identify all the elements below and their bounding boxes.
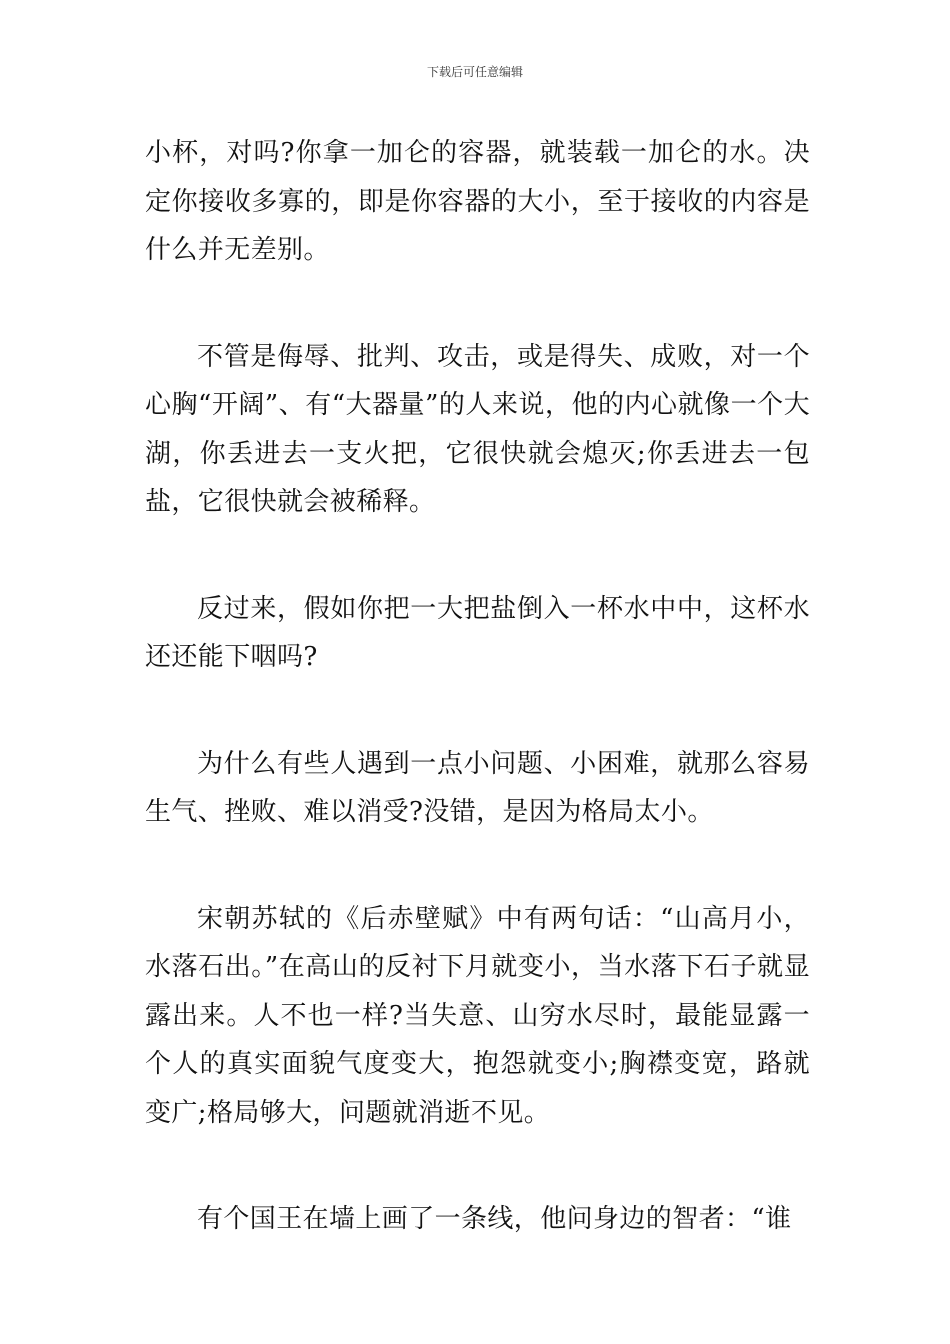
paragraph-gap [145,527,810,585]
paragraph-6: 有个国王在墙上画了一条线，他问身边的智者：“谁 [197,1204,792,1234]
document-body [145,129,810,1244]
paragraph-gap [145,682,810,740]
paragraph-gap [145,837,810,895]
page-header: 下载后可任意编辑 [426,65,523,79]
paragraph-5: 宋朝苏轼的《后赤壁赋》中有两句话：“山高月小，水落石出。”在高山的反衬下月就变小，当水落下石子就显露出来。人不也一样?当失意、山穷水尽时，最能显露一个人的真实面貌气度变大，抱怨就变小;胸襟变宽，路就变广;格局够大，问题就消逝不见。 [145,903,810,1128]
paragraph-3: 反过来，假如你把一大把盐倒入一杯水中中，这杯水还还能下咽吗? [145,593,810,672]
paragraph-4: 为什么有些人遇到一点小问题、小困难，就那么容易生气、挫败、难以消受?没错，是因为格局太小。 [145,748,810,827]
paragraph-1: 小杯，对吗?你拿一加仑的容器，就装载一加仑的水。决定你接收多寡的，即是你容器的大小，至于接收的内容是什么并无差别。 [145,138,810,265]
paragraph-2: 不管是侮辱、批判、攻击，或是得失、成败，对一个心胸“开阔”、有“大器量”的人来说，他的内心就像一个大湖，你丢进去一支火把，它很快就会熄灭;你丢进去一包盐，它很快就会被稀释。 [145,341,810,517]
paragraph-gap [145,275,810,333]
paragraph-gap [145,1137,810,1195]
